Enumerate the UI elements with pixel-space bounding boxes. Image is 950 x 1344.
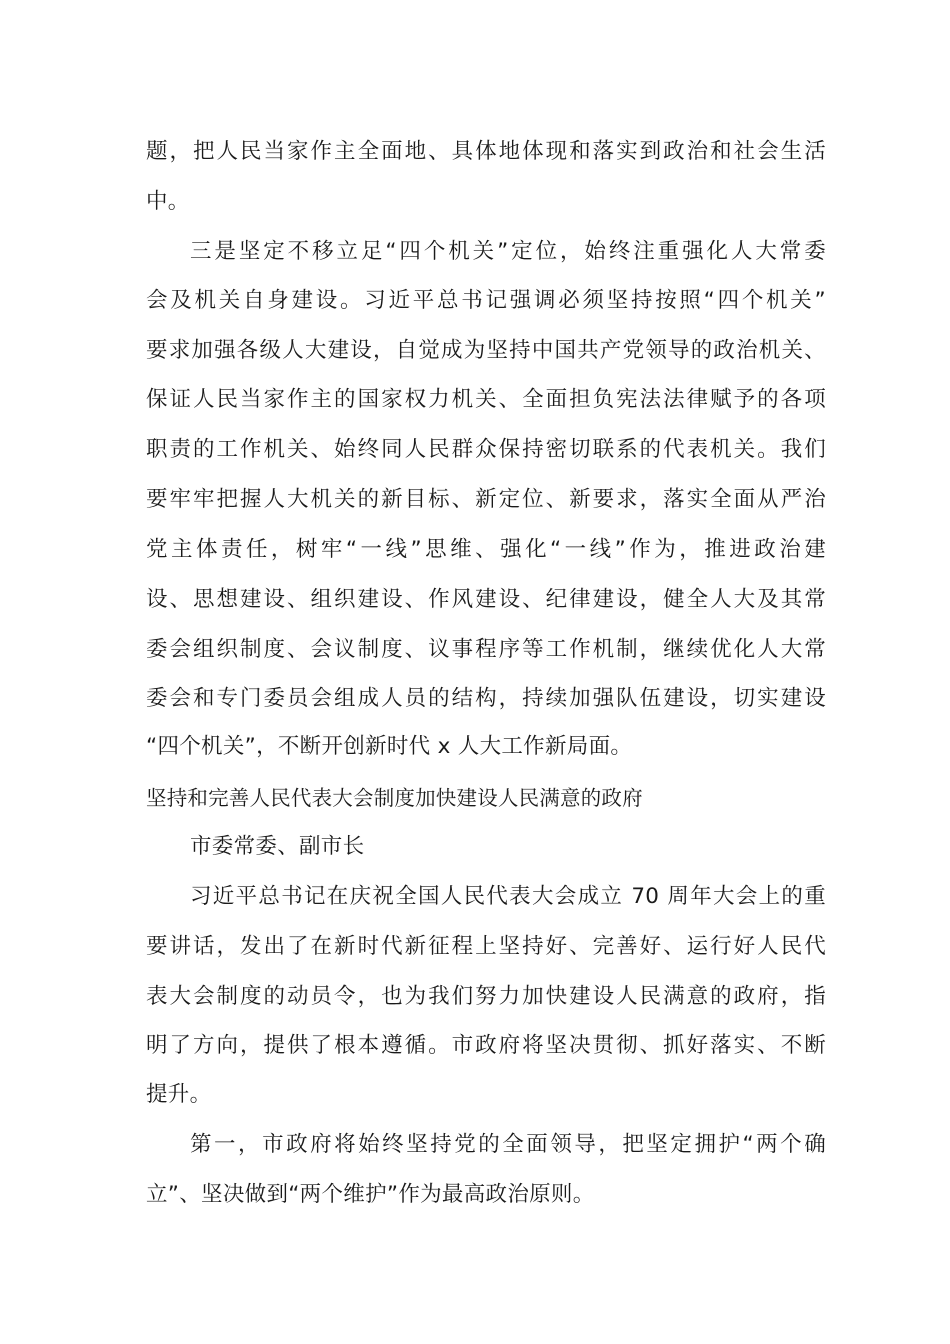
text-line: 要讲话，发出了在新时代新征程上坚持好、完善好、运行好人民代 [146,934,826,959]
text-line: 表大会制度的动员令，也为我们努力加快建设人民满意的政府，指 [146,984,826,1009]
text-line: “四个机关”，不断开创新时代 x 人大工作新局面。 [146,734,633,759]
text-line: 保证人民当家作主的国家权力机关、全面担负宪法法律赋予的各项 [146,387,826,412]
text-line: 题，把人民当家作主全面地、具体地体现和落实到政治和社会生活 [146,139,826,164]
text-line: 党主体责任，树牢“一线”思维、强化“一线”作为，推进政治建 [146,537,826,562]
text-line: 职责的工作机关、始终同人民群众保持密切联系的代表机关。我们 [146,437,826,462]
paragraph-start-line: 三是坚定不移立足“四个机关”定位，始终注重强化人大常委 [190,239,826,264]
text-line: 设、思想建设、组织建设、作风建设、纪律建设，健全人大及其常 [146,587,826,612]
paragraph-start-line: 第一，市政府将始终坚持党的全面领导，把坚定拥护“两个确 [190,1132,826,1157]
text-line: 提升。 [146,1082,212,1107]
text-line: 明了方向，提供了根本遵循。市政府将坚决贯彻、抓好落实、不断 [146,1033,826,1058]
paragraph-start-line: 习近平总书记在庆祝全国人民代表大会成立 70 周年大会上的重 [190,884,826,909]
text-line: 要牢牢把握人大机关的新目标、新定位、新要求，落实全面从严治 [146,487,826,512]
text-line: 中。 [146,189,190,214]
text-line: 委会组织制度、会议制度、议事程序等工作机制，继续优化人大常 [146,637,826,662]
author-title: 市委常委、副市长 [190,834,365,859]
text-line: 委会和专门委员会组成人员的结构，持续加强队伍建设，切实建设 [146,686,826,711]
section-title: 坚持和完善人民代表大会制度加快建设人民满意的政府 [146,786,643,810]
text-line: 立”、坚决做到“两个维护”作为最高政治原则。 [146,1182,595,1207]
text-line: 会及机关自身建设。习近平总书记强调必须坚持按照“四个机关” [146,288,826,313]
text-line: 要求加强各级人大建设，自觉成为坚持中国共产党领导的政治机关、 [146,338,826,363]
